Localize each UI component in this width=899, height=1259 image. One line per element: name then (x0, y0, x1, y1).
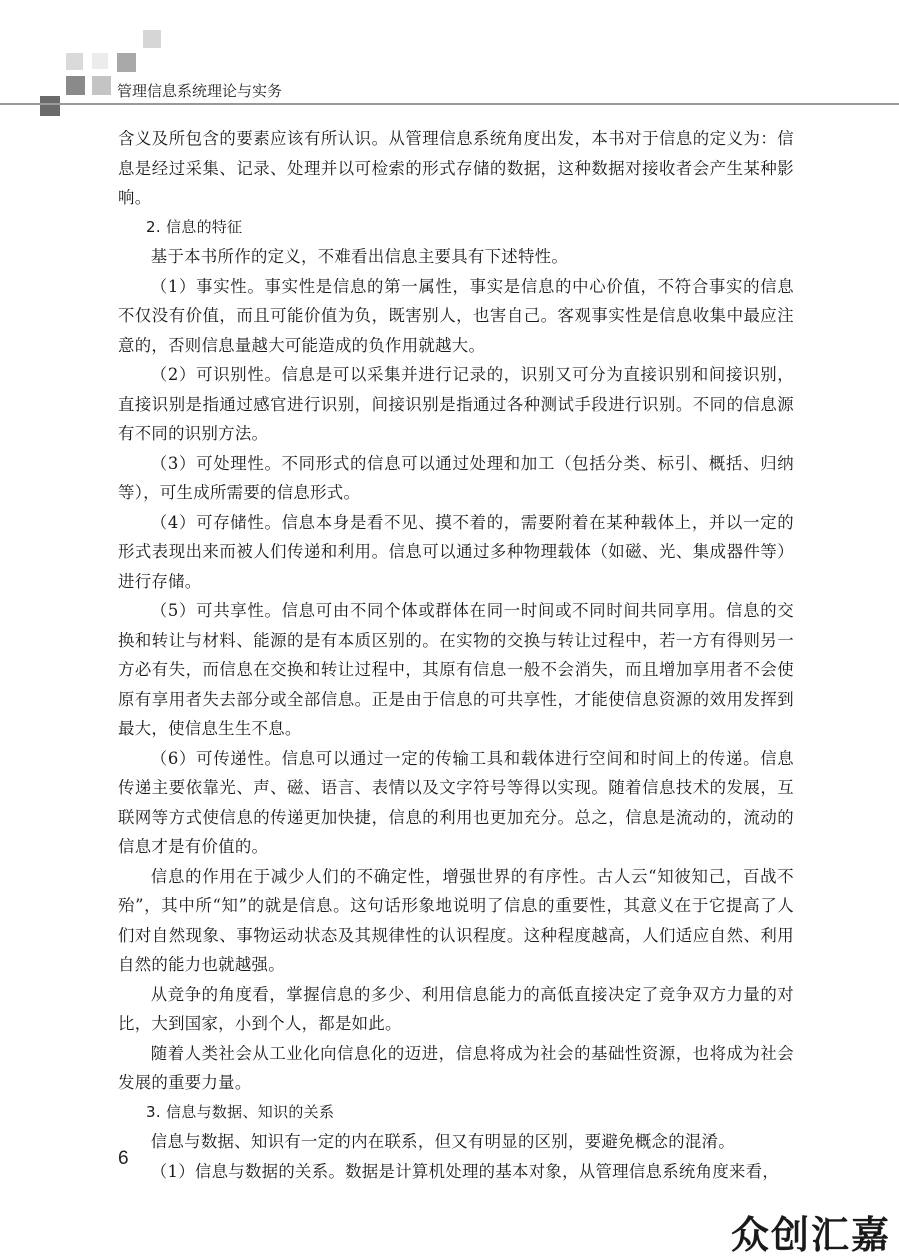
paragraph: 信息与数据、知识有一定的内在联系，但又有明显的区别，要避免概念的混淆。 (150, 1132, 735, 1151)
paragraph: 从竞争的角度看，掌握信息的多少、利用信息能力的高低直接决定了竞争双方力量的对比，大到国家，小到个人，都是如此。 (118, 984, 794, 1033)
paragraph: （1）信息与数据的关系。数据是计算机处理的基本对象，从管理信息系统角度来看， (150, 1161, 780, 1181)
running-title: 管理信息系统理论与实务 (117, 82, 283, 100)
paragraph: 含义及所包含的要素应该有所认识。从管理信息系统角度出发，本书对于信息的定义为：信息是经过采集、记录、处理并以可检索的形式存储的数据，这种数据对接收者会产生某种影响。 (118, 129, 794, 207)
deco-square (66, 76, 85, 95)
deco-square (117, 53, 136, 72)
paragraph: （2）可识别性。信息是可以采集并进行记录的，识别又可分为直接识别和间接识别，直接识别是指通过感官进行识别，间接识别是指通过各种测试手段进行识别。不同的信息源有不同的识别方法。 (118, 365, 794, 443)
deco-square (92, 53, 108, 69)
paragraph: 信息的作用在于减少人们的不确定性，增强世界的有序性。古人云“知彼知己，百战不殆”，其中所“知”的就是信息。这句话形象地说明了信息的重要性，其意义在于它提高了人们对自然现象、事物运动状态及其规律性的认识程度。这种程度越高，人们适应自然、利用自然的能力也就越强。 (118, 866, 794, 974)
deco-square (143, 30, 161, 48)
section-heading: 3. 信息与数据、知识的关系 (146, 1102, 335, 1121)
page-body (118, 124, 794, 1186)
paragraph: 随着人类社会从工业化向信息化的迈进，信息将成为社会的基础性资源，也将成为社会发展的重要力量。 (118, 1043, 794, 1092)
paragraph: （1）事实性。事实性是信息的第一属性，事实是信息的中心价值，不符合事实的信息不仅没有价值，而且可能价值为负，既害别人，也害自己。客观事实性是信息收集中最应注意的，否则信息量越大可能造成的负作用就越大。 (118, 276, 794, 355)
header-rule (0, 103, 899, 105)
section-heading: 2. 信息的特征 (146, 217, 243, 236)
paragraph: （6）可传递性。信息可以通过一定的传输工具和载体进行空间和时间上的传递。信息传递主要依靠光、声、磁、语言、表情以及文字符号等得以实现。随着信息技术的发展，互联网等方式使信息的传递更加快捷，信息的利用也更加充分。总之，信息是流动的，流动的信息才是有价值的。 (118, 748, 794, 856)
paragraph: （3）可处理性。不同形式的信息可以通过处理和加工（包括分类、标引、概括、归纳等），可生成所需要的信息形式。 (118, 453, 794, 502)
deco-square (92, 76, 111, 95)
paragraph: （5）可共享性。信息可由不同个体或群体在同一时间或不同时间共同享用。信息的交换和转让与材料、能源的是有本质区别的。在实物的交换与转让过程中，若一方有得则另一方必有失，而信息在交换和转让过程中，其原有信息一般不会消失，而且增加享用者不会使原有享用者失去部分或全部信息。正是由于信息的可共享性，才能使信息资源的效用发挥到最大，使信息生生不息。 (118, 601, 794, 738)
watermark-logo: 众创汇嘉 (730, 1213, 891, 1257)
paragraph: （4）可存储性。信息本身是看不见、摸不着的，需要附着在某种载体上，并以一定的形式表现出来而被人们传递和利用。信息可以通过多种物理载体（如磁、光、集成器件等）进行存储。 (118, 512, 794, 591)
deco-square (66, 53, 83, 70)
paragraph: 基于本书所作的定义，不难看出信息主要具有下述特性。 (150, 247, 569, 266)
page-number: 6 (118, 1148, 129, 1169)
deco-square (40, 96, 60, 116)
